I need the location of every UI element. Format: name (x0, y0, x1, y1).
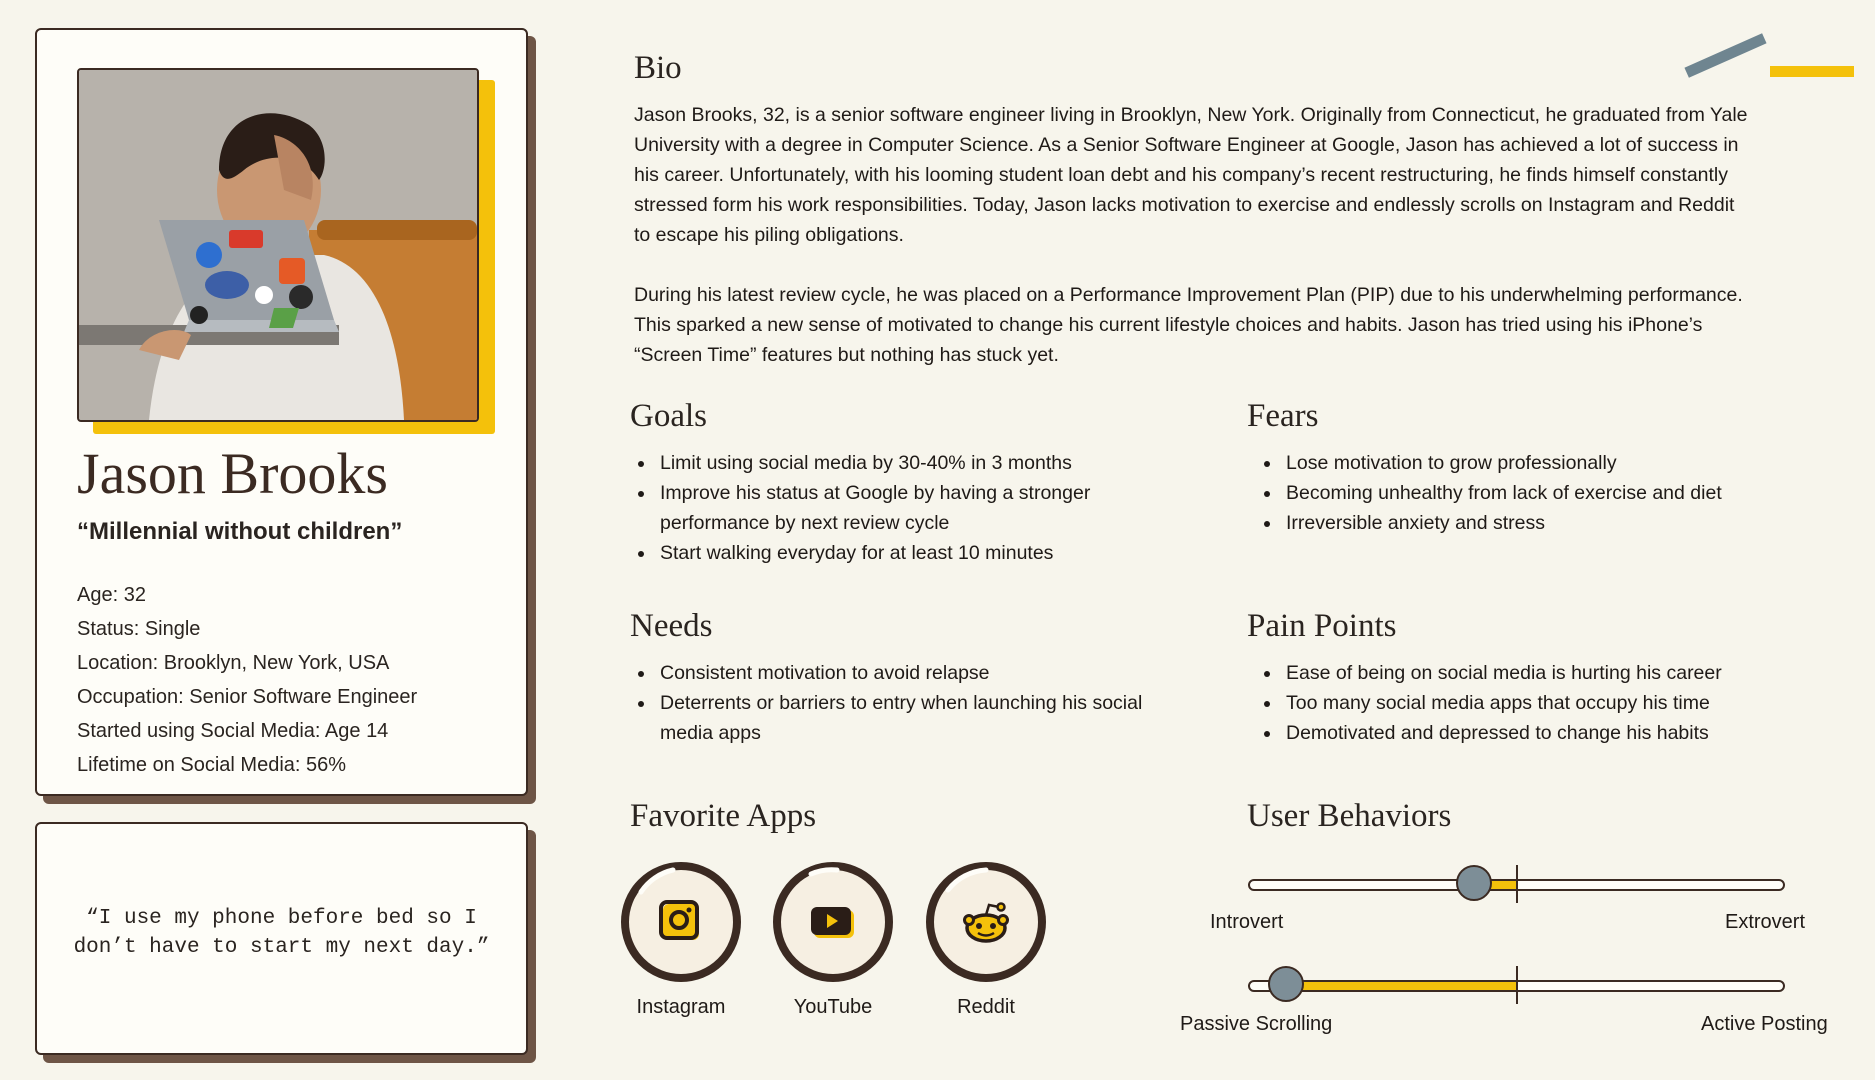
persona-facts-list (77, 578, 417, 782)
fact-location: Location: Brooklyn, New York, USA (77, 652, 390, 674)
bio-paragraph: During his latest review cycle, he was placed on a Performance Improvement Plan (PIP) due to his underwhelming performance. This sparked a new sense of motivated to change his current lifestyle choices and habits. Jason has tried using his iPhone’s “Screen Time” features but nothing has stuck yet. (634, 284, 1743, 366)
slider-fill (1286, 982, 1516, 990)
slider-left-label: Passive Scrolling (1180, 1013, 1333, 1035)
app-label: Reddit (957, 996, 1015, 1018)
bio-title: Bio (634, 50, 682, 86)
goals-list (630, 448, 1176, 568)
needs-title: Needs (630, 608, 713, 644)
app-youtube[interactable] (753, 862, 913, 1019)
fact-status: Status: Single (77, 618, 201, 640)
list-item: • Becoming unhealthy from lack of exercise and diet (1282, 478, 1762, 508)
bio-text (634, 100, 1754, 400)
bio-paragraph: Jason Brooks, 32, is a senior software engineer living in Brooklyn, New York. Originally from Connecticut, he graduated from Yale University with a degree in Computer Science. As a Senior Software Engineer at Google, Jason has achieved a lot of success in his career. Unfortunately, with his looming student loan debt and his company’s recent restructuring, he finds himself constantly stressed form his work responsibilities. Today, Jason lacks motivation to exercise and endlessly scrolls on Instagram and Reddit to escape his piling obligations. (634, 104, 1748, 246)
app-instagram[interactable] (601, 862, 761, 1019)
fears-list (1256, 448, 1762, 538)
list-item: • Start walking everyday for at least 10 minutes (656, 538, 1176, 568)
list-item: • Consistent motivation to avoid relapse (656, 658, 1176, 688)
decorative-bar (1770, 66, 1854, 77)
profile-card (35, 28, 528, 796)
slider-right-label: Active Posting (1701, 1013, 1828, 1035)
slider-midpoint-tick (1516, 966, 1518, 1004)
fact-lifetime-social-media: Lifetime on Social Media: 56% (77, 754, 347, 776)
decorative-slash (1684, 33, 1766, 78)
pain-points-list (1256, 658, 1842, 748)
list-item: • Too many social media apps that occupy his time (1282, 688, 1842, 718)
list-item: • Deterrents or barriers to entry when launching his social media apps (656, 688, 1176, 748)
fact-social-media-start: Started using Social Media: Age 14 (77, 720, 389, 742)
app-reddit[interactable] (906, 862, 1066, 1019)
app-circle (926, 862, 1046, 982)
list-item: • Irreversible anxiety and stress (1282, 508, 1762, 538)
passive-active-slider[interactable] (1248, 980, 1785, 992)
slider-knob[interactable] (1456, 865, 1492, 901)
slider-knob[interactable] (1268, 966, 1304, 1002)
pain-points-title: Pain Points (1247, 608, 1397, 644)
app-circle (773, 862, 893, 982)
fact-age: Age: 32 (77, 584, 146, 606)
fact-occupation: Occupation: Senior Software Engineer (77, 686, 418, 708)
goals-title: Goals (630, 398, 707, 434)
list-item: • Limit using social media by 30-40% in 3 months (656, 448, 1176, 478)
fears-title: Fears (1247, 398, 1319, 434)
list-item: • Demotivated and depressed to change his habits (1282, 718, 1842, 748)
quote-card (35, 822, 528, 1055)
profile-photo-illustration (79, 70, 477, 420)
instagram-icon (659, 900, 703, 944)
list-item: • Improve his status at Google by having a stronger performance by next review cycle (656, 478, 1176, 538)
persona-name: Jason Brooks (77, 441, 388, 506)
app-circle (621, 862, 741, 982)
profile-photo-frame (77, 68, 479, 422)
needs-list (630, 658, 1176, 748)
slider-left-label: Introvert (1210, 911, 1284, 933)
profile-photo (77, 68, 479, 422)
list-item: • Ease of being on social media is hurting his career (1282, 658, 1842, 688)
list-item: • Lose motivation to grow professionally (1282, 448, 1762, 478)
app-label: Instagram (636, 996, 726, 1018)
favorite-apps-title: Favorite Apps (630, 798, 817, 834)
reddit-icon (961, 900, 1011, 944)
user-behaviors-title: User Behaviors (1247, 798, 1452, 834)
persona-tagline: “Millennial without children” (77, 518, 403, 545)
app-label: YouTube (793, 996, 873, 1018)
slider-right-label: Extrovert (1725, 911, 1806, 933)
persona-quote: “I use my phone before bed so I don’t have to start my next day.” (73, 907, 490, 959)
youtube-icon (809, 904, 857, 940)
slider-midpoint-tick (1516, 865, 1518, 903)
introvert-extrovert-slider[interactable] (1248, 879, 1785, 891)
